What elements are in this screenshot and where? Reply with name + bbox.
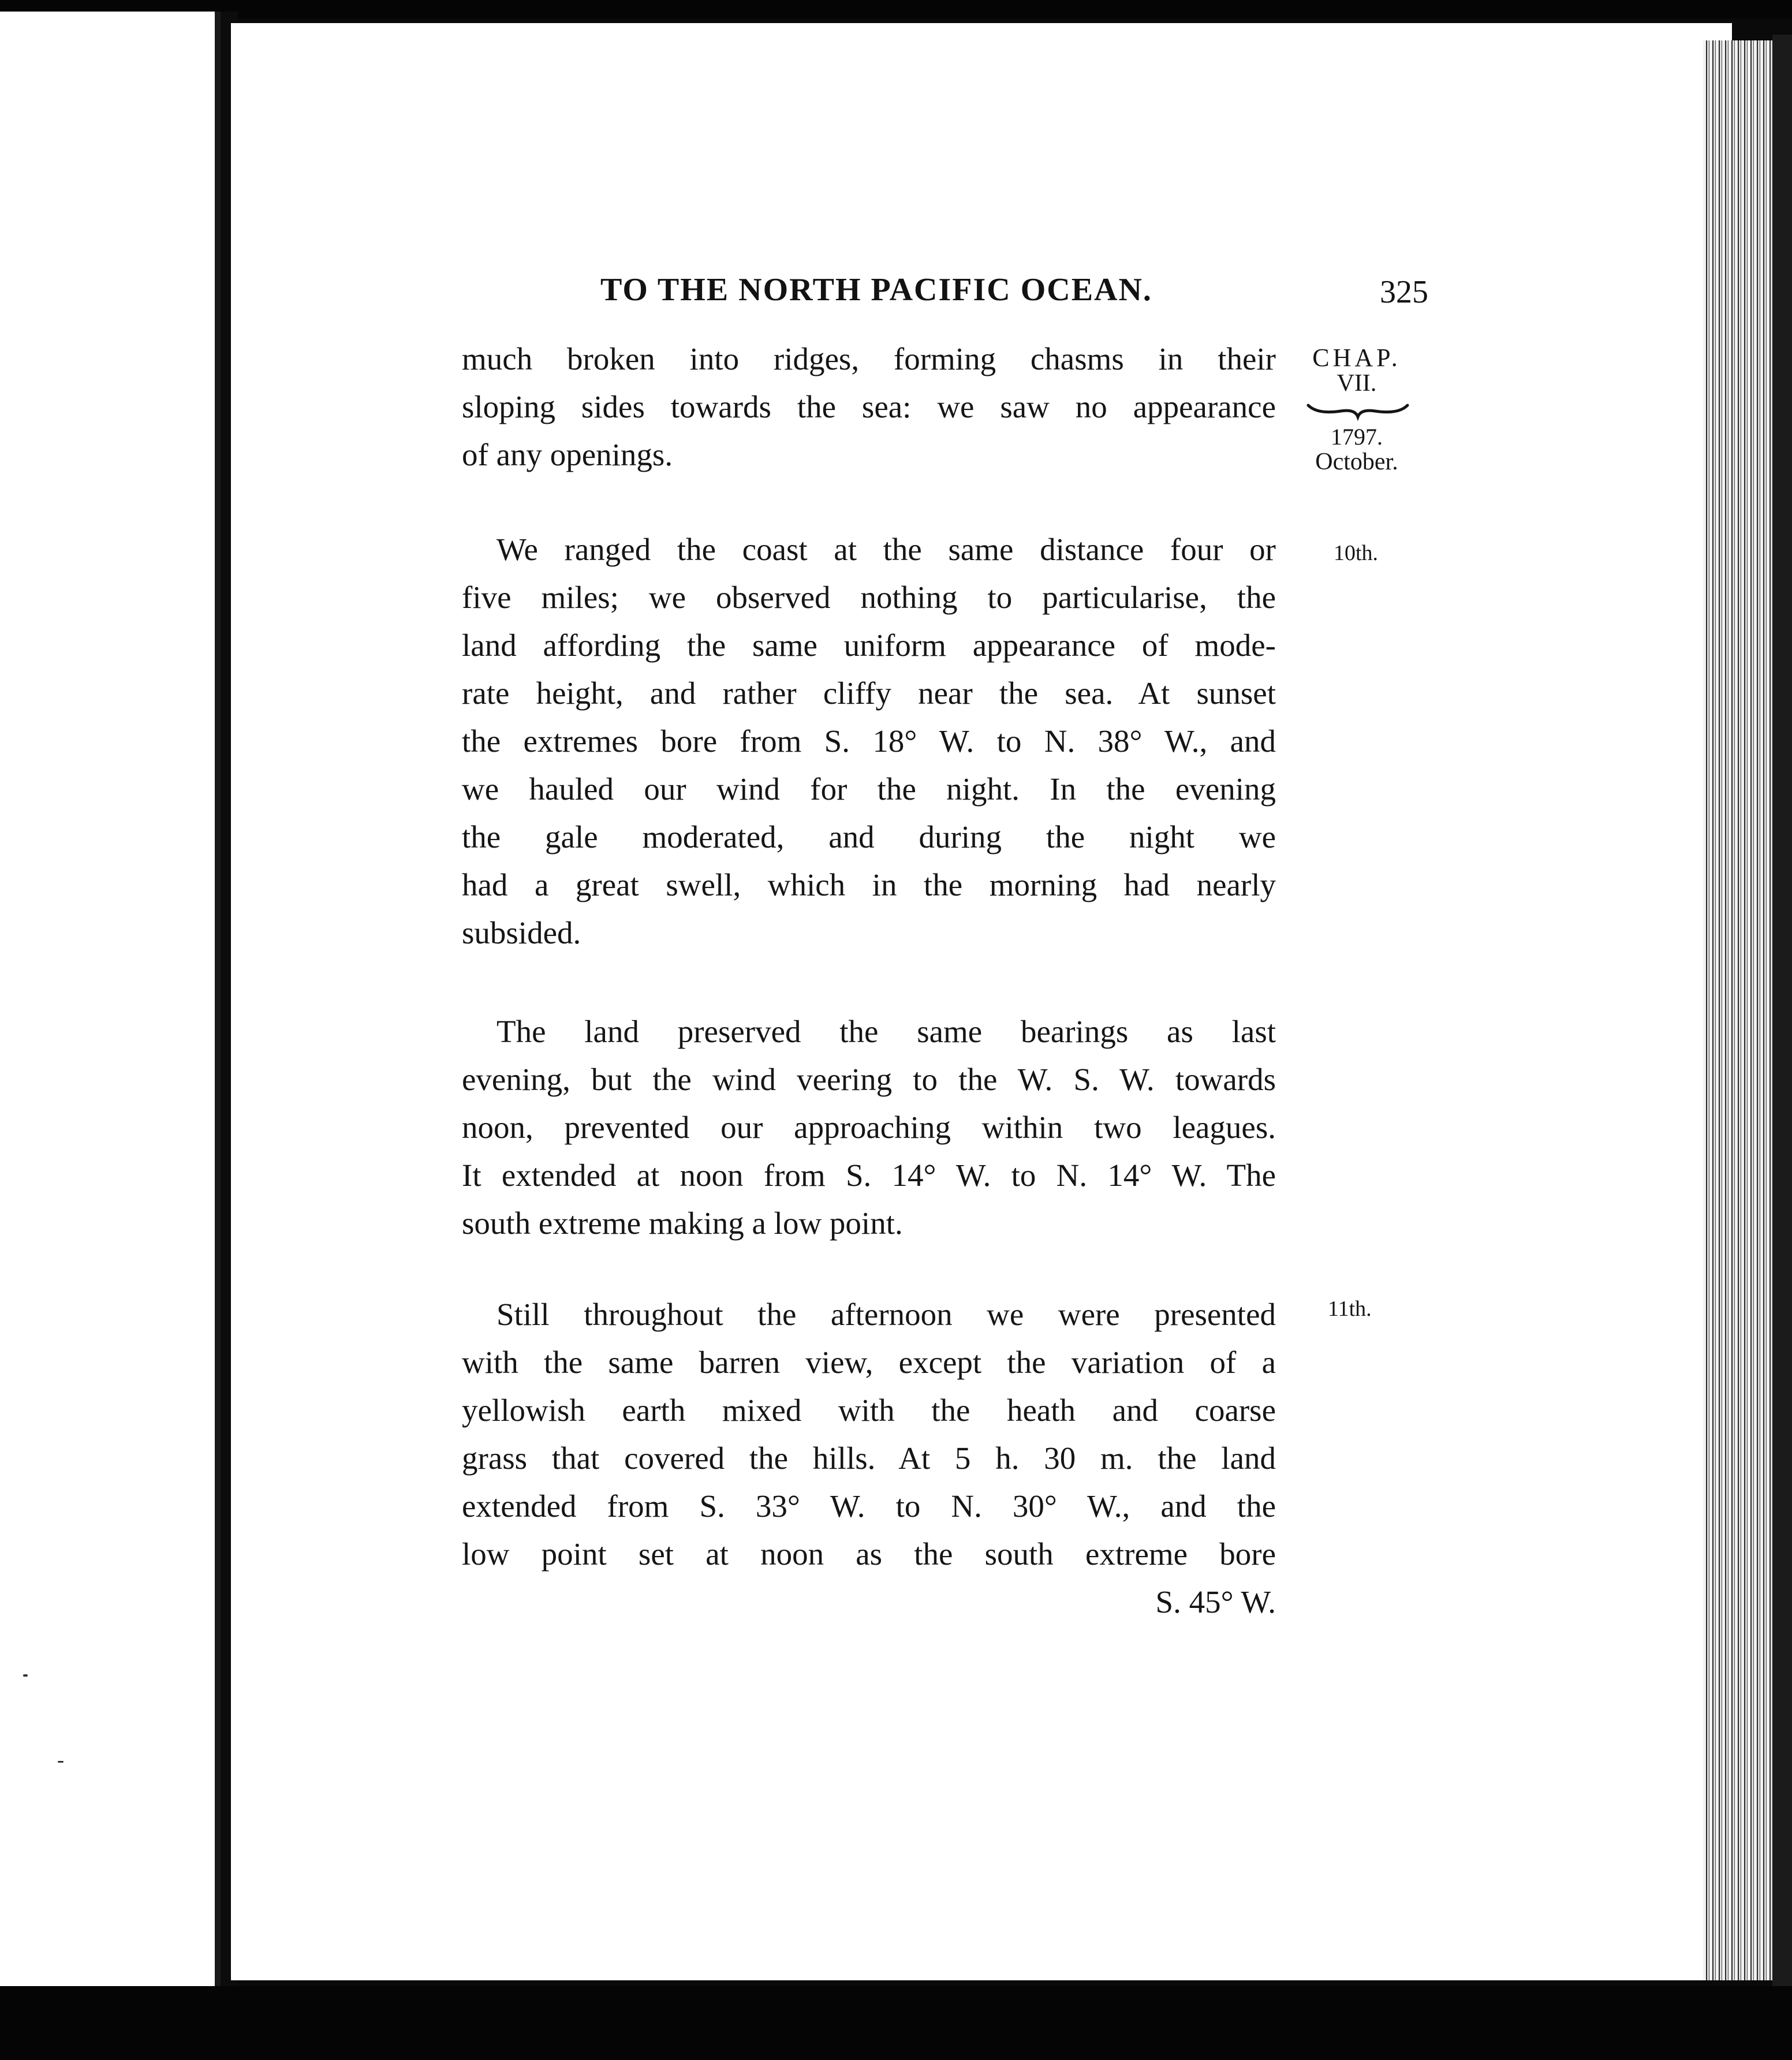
text-line: We ranged the coast at the same distance four or	[496, 532, 1276, 567]
text-line: subsided.	[462, 915, 581, 950]
paragraph-1	[462, 335, 1276, 479]
page-fore-edges	[1703, 40, 1772, 1980]
text-line: much broken into ridges, forming chasms in their	[462, 341, 1276, 376]
margin-month: October.	[1315, 449, 1398, 475]
text-line: rate height, and rather cliffy near the sea. At sunset	[462, 676, 1276, 711]
scan-border-top	[0, 0, 1792, 18]
book-page	[231, 23, 1732, 1980]
text-line: the gale moderated, and during the night we	[462, 819, 1276, 854]
text-line: we hauled our wind for the night. In the evening	[462, 771, 1276, 807]
text-line: had a great swell, which in the morning had nearly	[462, 867, 1276, 902]
text-line: low point set at noon as the south extreme bore	[462, 1536, 1276, 1572]
text-line: south extreme making a low point.	[462, 1206, 903, 1241]
brace-ornament-icon	[1306, 400, 1410, 423]
text-line: with the same barren view, except the variation of a	[462, 1345, 1276, 1380]
text-line: land affording the same uniform appearance of mode-	[462, 628, 1276, 663]
text-line: Still throughout the afternoon we were presented	[496, 1297, 1276, 1332]
text-line: noon, prevented our approaching within two leagues.	[462, 1110, 1276, 1145]
margin-year: 1797.	[1331, 424, 1383, 450]
ink-speck	[23, 1674, 28, 1677]
left-facing-page	[0, 12, 221, 1986]
paragraph-2	[462, 525, 1276, 957]
running-head: TO THE NORTH PACIFIC OCEAN.	[600, 272, 1152, 308]
margin-date-11th: 11th.	[1328, 1297, 1372, 1321]
margin-chapter-label: CHAP.	[1312, 344, 1401, 372]
scan-border-bottom	[0, 1986, 1792, 2060]
margin-date-10th: 10th.	[1334, 541, 1379, 565]
margin-chapter-number: VII.	[1336, 370, 1377, 397]
paragraph-4	[462, 1290, 1276, 1626]
text-line: The land preserved the same bearings as last	[496, 1014, 1276, 1049]
text-line: It extended at noon from S. 14° W. to N. 14° W. The	[462, 1158, 1276, 1193]
text-line: yellowish earth mixed with the heath and coarse	[462, 1393, 1276, 1428]
page-number: 325	[1380, 274, 1428, 310]
text-line: five miles; we observed nothing to particularise, the	[462, 580, 1276, 615]
text-line: the extremes bore from S. 18° W. to N. 38° W., and	[462, 723, 1276, 759]
book-cover-edge	[1772, 35, 1792, 1986]
text-line: extended from S. 33° W. to N. 30° W., and the	[462, 1488, 1276, 1524]
text-line: sloping sides towards the sea: we saw no appearance	[462, 389, 1276, 424]
text-line: of any openings.	[462, 437, 673, 472]
paragraph-3	[462, 1007, 1276, 1247]
text-line: S. 45° W.	[1155, 1584, 1276, 1619]
text-line: grass that covered the hills. At 5 h. 30 m. the land	[462, 1440, 1276, 1476]
ink-speck	[58, 1761, 64, 1763]
text-line: evening, but the wind veering to the W. S. W. towards	[462, 1062, 1276, 1097]
